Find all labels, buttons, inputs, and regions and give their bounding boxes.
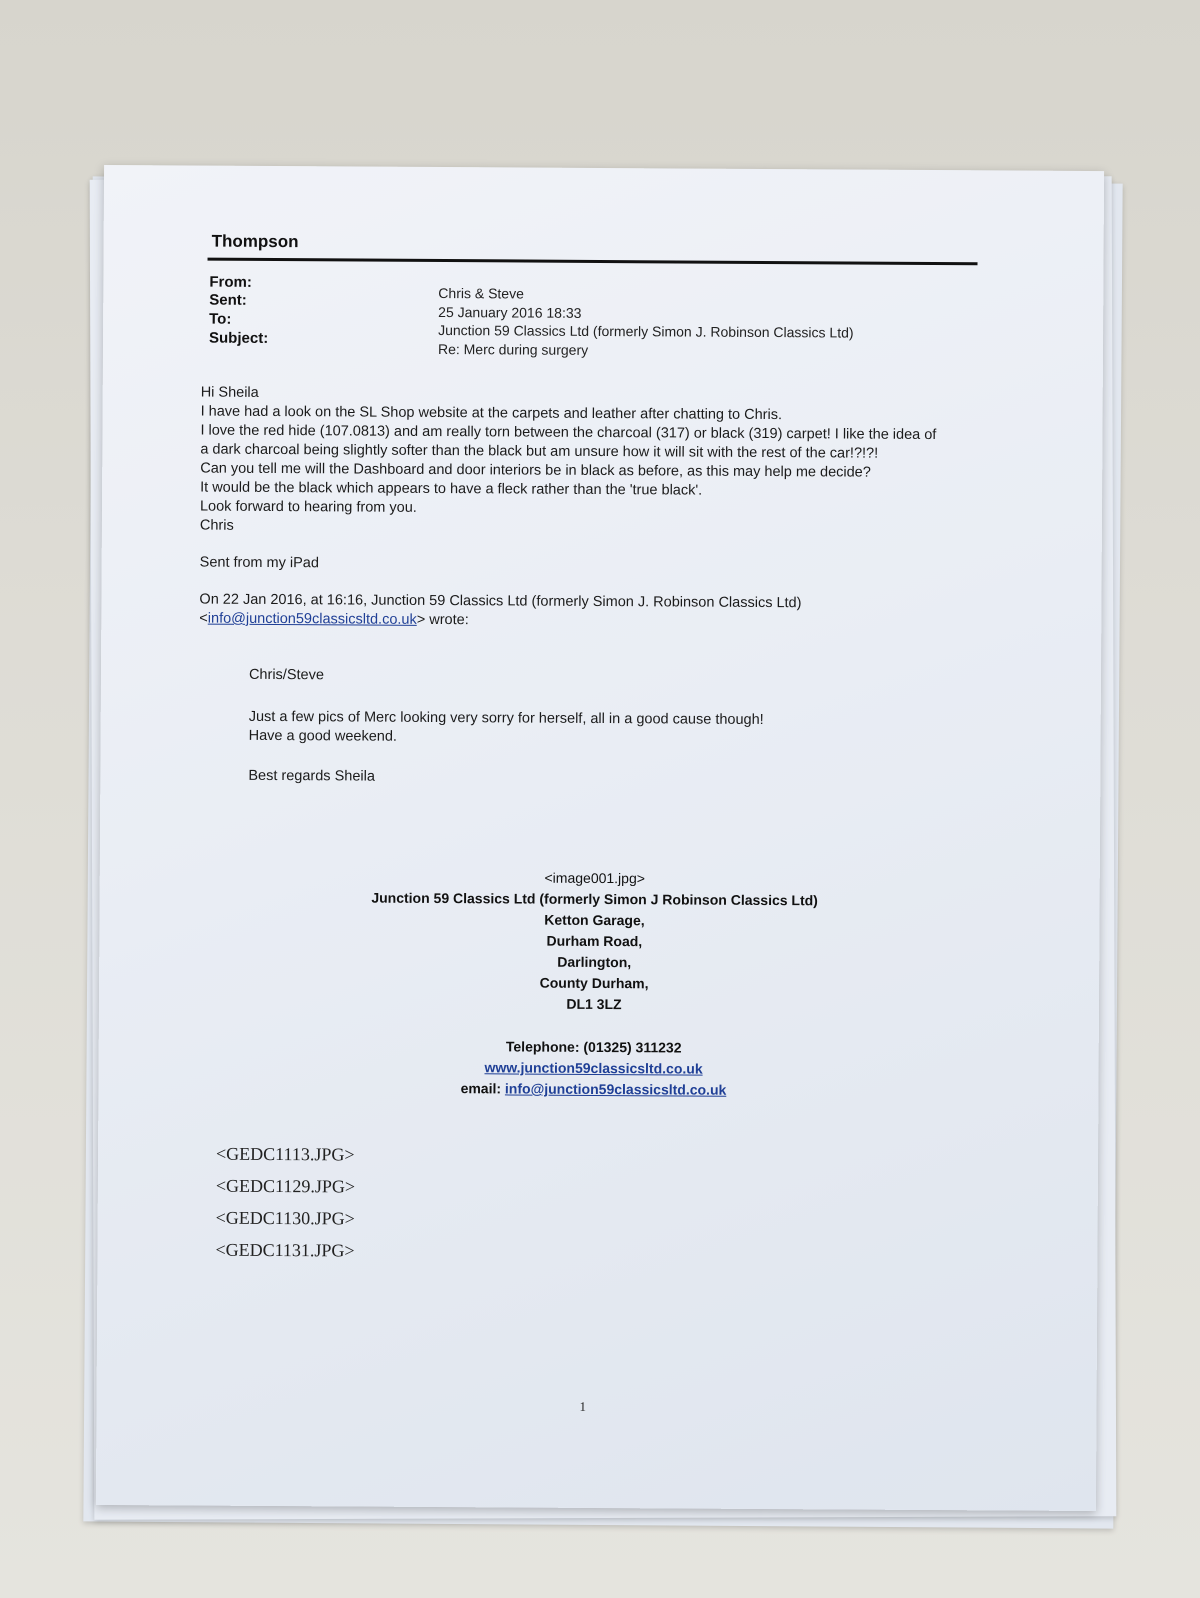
sent-value: 25 January 2016 18:33 xyxy=(438,304,582,321)
signature-email-link[interactable]: info@junction59classicsltd.co.uk xyxy=(504,1080,727,1098)
quoted-greeting: Chris/Steve xyxy=(248,666,324,684)
signature-company: Junction 59 Classics Ltd (formerly Simon J Robinson Classics Ltd) xyxy=(371,889,818,909)
reply-header-email-line xyxy=(199,610,999,634)
subject-value: Re: Merc during surgery xyxy=(437,341,589,358)
email-body xyxy=(199,384,1000,634)
signature-address-line: Darlington, xyxy=(557,953,632,971)
signature-address-line: DL1 3LZ xyxy=(566,995,622,1013)
page-number: 1 xyxy=(579,1398,587,1414)
to-value: Junction 59 Classics Ltd (formerly Simon J. Robinson Classics Ltd) xyxy=(438,322,854,341)
document-title: Thompson xyxy=(211,231,299,252)
attachment-item: <GEDC1130.JPG> xyxy=(215,1207,355,1229)
attachment-item: <GEDC1129.JPG> xyxy=(215,1175,356,1197)
body-line: Chris xyxy=(199,517,234,534)
to-label: To: xyxy=(209,310,232,328)
signature-address-line: Ketton Garage, xyxy=(544,911,645,929)
sent-label: Sent: xyxy=(209,291,247,309)
attachment-item: <GEDC1131.JPG> xyxy=(215,1239,355,1261)
body-line: I love the red hide (107.0813) and am really torn between the charcoal (317) or black (319) carpet! I like the idea of xyxy=(200,422,937,444)
printed-email-page xyxy=(96,165,1104,1511)
body-line: Can you tell me will the Dashboard and door interiors be in black as before, as this may help me decide? xyxy=(200,460,871,481)
signature-website-link[interactable]: www.junction59classicsltd.co.uk xyxy=(484,1059,703,1077)
attachment-item: <GEDC1113.JPG> xyxy=(216,1143,355,1165)
sent-from-line: Sent from my iPad xyxy=(199,554,319,572)
subject-label: Subject: xyxy=(208,329,269,347)
reply-header-line: On 22 Jan 2016, at 16:16, Junction 59 Classics Ltd (formerly Simon J. Robinson Classics Ltd) xyxy=(199,591,802,612)
signature-telephone: Telephone: (01325) 311232 xyxy=(505,1038,682,1056)
signature-address-line: Durham Road, xyxy=(546,932,643,950)
body-line: Look forward to hearing from you. xyxy=(199,498,417,516)
from-label: From: xyxy=(209,273,252,291)
body-line: a dark charcoal being slightly softer than the black but am unsure how it will sit with the rest of the car!?!?! xyxy=(200,441,879,462)
title-rule xyxy=(208,258,978,266)
from-value: Chris & Steve xyxy=(438,285,524,302)
quoted-line: Have a good weekend. xyxy=(248,727,397,745)
reply-email-link[interactable]: info@junction59classicsltd.co.uk xyxy=(207,610,417,628)
signature-image-placeholder: <image001.jpg> xyxy=(544,869,646,887)
quoted-closing: Best regards Sheila xyxy=(248,767,375,785)
quoted-line: Just a few pics of Merc looking very sorry for herself, all in a good cause though! xyxy=(248,708,764,728)
reply-wrote: > wrote: xyxy=(416,611,469,629)
reply-open-bracket: < xyxy=(199,610,208,627)
body-line: I have had a look on the SL Shop website at the carpets and leather after chatting to Chris. xyxy=(200,403,783,424)
signature-address-line: County Durham, xyxy=(539,974,649,992)
email-signature xyxy=(348,866,839,1101)
body-line: Hi Sheila xyxy=(200,384,259,401)
attachment-list xyxy=(215,1138,355,1267)
signature-email-label: email: xyxy=(460,1080,506,1097)
body-line: It would be the black which appears to have a fleck rather than the 'true black'. xyxy=(200,479,703,499)
